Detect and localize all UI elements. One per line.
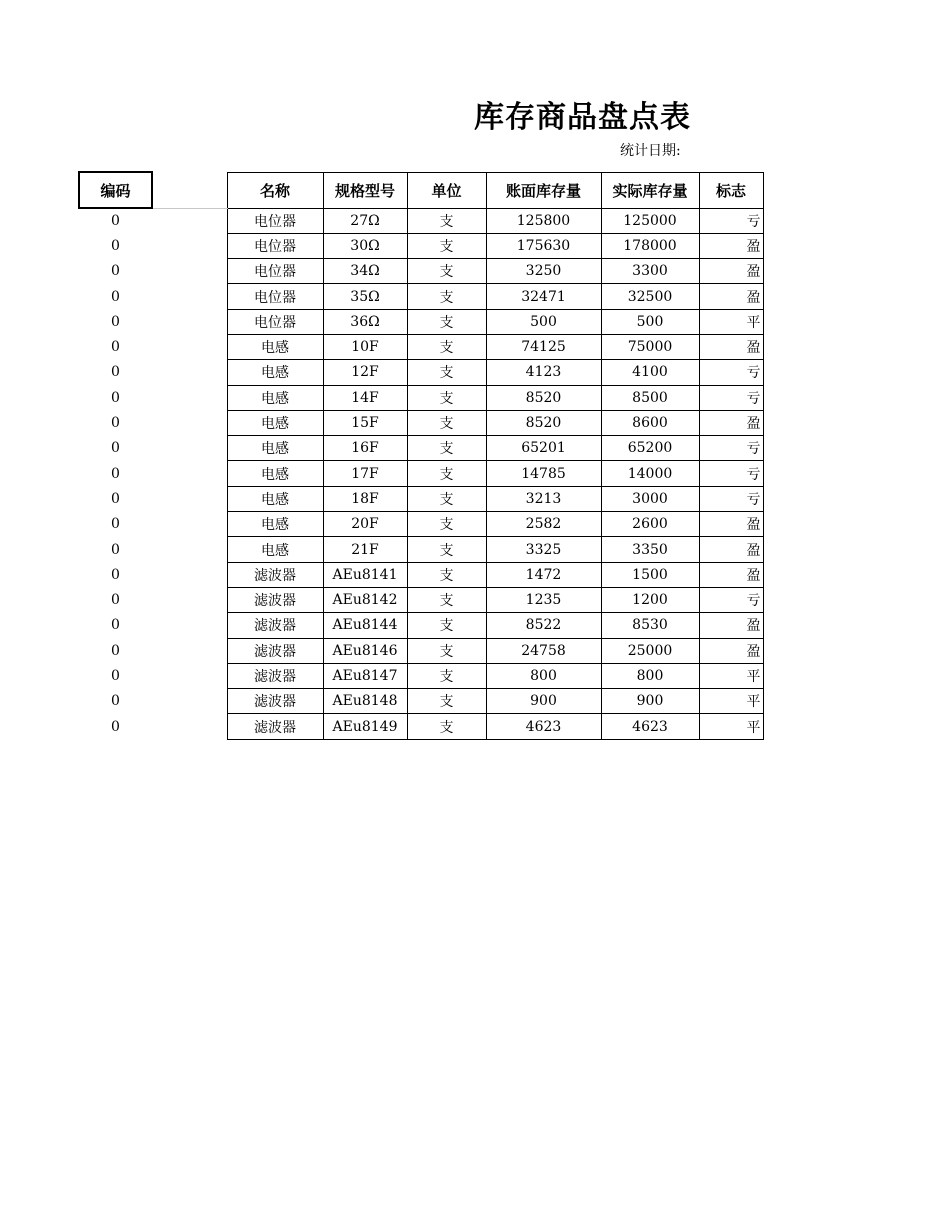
cell-code[interactable]: 0: [111, 313, 120, 330]
table-row: [79, 436, 763, 461]
table-row: [79, 461, 763, 486]
cell-book-qty[interactable]: 1235: [486, 587, 601, 612]
table-row: [79, 537, 763, 562]
cell-name[interactable]: 电感: [227, 360, 323, 385]
cell-name[interactable]: 滤波器: [227, 714, 323, 739]
cell-name[interactable]: 电位器: [227, 259, 323, 284]
cell-book-qty[interactable]: 500: [486, 309, 601, 334]
cell-actual-qty[interactable]: 3350: [601, 537, 699, 562]
cell-name[interactable]: 电感: [227, 436, 323, 461]
cell-name[interactable]: 电感: [227, 461, 323, 486]
cell-unit[interactable]: 支: [407, 208, 486, 233]
cell-empty[interactable]: [152, 385, 227, 410]
cell-code[interactable]: 0: [111, 213, 120, 230]
cell-name[interactable]: 滤波器: [227, 689, 323, 714]
cell-empty[interactable]: [152, 360, 227, 385]
cell-book-qty[interactable]: 8520: [486, 410, 601, 435]
cell-spec[interactable]: 27Ω: [323, 208, 407, 233]
cell-flag[interactable]: 盈: [699, 410, 763, 435]
cell-code[interactable]: 0: [111, 541, 120, 558]
table-row: [79, 309, 763, 334]
cell-spec[interactable]: 12F: [323, 360, 407, 385]
cell-spec[interactable]: 30Ω: [323, 233, 407, 258]
cell-spec[interactable]: 17F: [323, 461, 407, 486]
cell-name[interactable]: 电感: [227, 537, 323, 562]
cell-book-qty[interactable]: 125800: [486, 208, 601, 233]
cell-name[interactable]: 电感: [227, 486, 323, 511]
cell-book-qty[interactable]: 4123: [486, 360, 601, 385]
cell-unit[interactable]: 支: [407, 410, 486, 435]
cell-empty[interactable]: [152, 208, 227, 233]
cell-name[interactable]: 滤波器: [227, 587, 323, 612]
cell-name[interactable]: 电位器: [227, 309, 323, 334]
cell-code[interactable]: 0: [111, 617, 120, 634]
cell-book-qty[interactable]: 3250: [486, 259, 601, 284]
cell-actual-qty[interactable]: 8600: [601, 410, 699, 435]
cell-code[interactable]: 0: [111, 415, 120, 432]
cell-actual-qty[interactable]: 4100: [601, 360, 699, 385]
cell-flag[interactable]: 盈: [699, 512, 763, 537]
cell-flag[interactable]: 盈: [699, 537, 763, 562]
cell-actual-qty[interactable]: 3000: [601, 486, 699, 511]
cell-book-qty[interactable]: 3325: [486, 537, 601, 562]
cell-spec[interactable]: AEu8148: [323, 689, 407, 714]
inventory-table: [78, 171, 764, 740]
table-row: [79, 334, 763, 359]
cell-name[interactable]: 电感: [227, 512, 323, 537]
cell-spec[interactable]: AEu8141: [323, 562, 407, 587]
cell-code[interactable]: 0: [111, 592, 120, 609]
table-row: [79, 587, 763, 612]
header-code-cell[interactable]: 编码: [79, 172, 152, 208]
cell-flag[interactable]: 亏: [699, 486, 763, 511]
cell-flag[interactable]: 亏: [699, 461, 763, 486]
cell-empty[interactable]: [152, 284, 227, 309]
cell-unit[interactable]: 支: [407, 233, 486, 258]
cell-name[interactable]: 滤波器: [227, 638, 323, 663]
header-spec[interactable]: 规格型号: [323, 172, 407, 208]
cell-unit[interactable]: 支: [407, 613, 486, 638]
cell-unit[interactable]: 支: [407, 689, 486, 714]
header-actual-qty[interactable]: 实际库存量: [601, 172, 699, 208]
cell-name[interactable]: 电位器: [227, 208, 323, 233]
cell-book-qty[interactable]: 74125: [486, 334, 601, 359]
cell-flag[interactable]: 盈: [699, 284, 763, 309]
cell-unit[interactable]: 支: [407, 537, 486, 562]
cell-empty[interactable]: [152, 410, 227, 435]
cell-empty[interactable]: [152, 638, 227, 663]
cell-book-qty[interactable]: 800: [486, 663, 601, 688]
cell-unit[interactable]: 支: [407, 512, 486, 537]
cell-flag[interactable]: 平: [699, 689, 763, 714]
cell-actual-qty[interactable]: 8530: [601, 613, 699, 638]
cell-flag[interactable]: 亏: [699, 208, 763, 233]
cell-flag[interactable]: 盈: [699, 562, 763, 587]
cell-spec[interactable]: 10F: [323, 334, 407, 359]
cell-actual-qty[interactable]: 125000: [601, 208, 699, 233]
cell-spec[interactable]: AEu8142: [323, 587, 407, 612]
cell-flag[interactable]: 平: [699, 714, 763, 739]
cell-name[interactable]: 电位器: [227, 233, 323, 258]
cell-code[interactable]: 0: [111, 288, 120, 305]
cell-actual-qty[interactable]: 800: [601, 663, 699, 688]
cell-flag[interactable]: 亏: [699, 360, 763, 385]
table-row: [79, 259, 763, 284]
cell-unit[interactable]: 支: [407, 714, 486, 739]
cell-empty[interactable]: [152, 259, 227, 284]
cell-book-qty[interactable]: 32471: [486, 284, 601, 309]
cell-code[interactable]: 0: [111, 440, 120, 457]
cell-code[interactable]: 0: [111, 490, 120, 507]
table-row: [79, 512, 763, 537]
cell-flag[interactable]: 盈: [699, 259, 763, 284]
table-row: [79, 233, 763, 258]
cell-actual-qty[interactable]: 8500: [601, 385, 699, 410]
header-unit[interactable]: 单位: [407, 172, 486, 208]
header-flag[interactable]: 标志: [699, 172, 763, 208]
cell-spec[interactable]: AEu8147: [323, 663, 407, 688]
cell-unit[interactable]: 支: [407, 284, 486, 309]
table-row: [79, 208, 763, 233]
cell-actual-qty[interactable]: 14000: [601, 461, 699, 486]
cell-spec[interactable]: AEu8144: [323, 613, 407, 638]
cell-actual-qty[interactable]: 1200: [601, 587, 699, 612]
sheet-title: 库存商品盘点表: [474, 100, 691, 135]
cell-spec[interactable]: 21F: [323, 537, 407, 562]
cell-code[interactable]: 0: [111, 263, 120, 280]
table-row: [79, 613, 763, 638]
cell-name[interactable]: 滤波器: [227, 613, 323, 638]
cell-name[interactable]: 滤波器: [227, 562, 323, 587]
cell-actual-qty[interactable]: 4623: [601, 714, 699, 739]
cell-spec[interactable]: 36Ω: [323, 309, 407, 334]
cell-unit[interactable]: 支: [407, 436, 486, 461]
cell-book-qty[interactable]: 1472: [486, 562, 601, 587]
cell-actual-qty[interactable]: 65200: [601, 436, 699, 461]
cell-book-qty[interactable]: 8522: [486, 613, 601, 638]
cell-empty[interactable]: [152, 587, 227, 612]
cell-book-qty[interactable]: 900: [486, 689, 601, 714]
cell-spec[interactable]: 20F: [323, 512, 407, 537]
cell-spec[interactable]: AEu8146: [323, 638, 407, 663]
table-row: [79, 663, 763, 688]
cell-empty[interactable]: [152, 714, 227, 739]
cell-empty[interactable]: [152, 689, 227, 714]
cell-code[interactable]: 0: [111, 516, 120, 533]
cell-spec[interactable]: 15F: [323, 410, 407, 435]
table-row: [79, 562, 763, 587]
cell-actual-qty[interactable]: 1500: [601, 562, 699, 587]
header-row: [79, 172, 763, 208]
cell-flag[interactable]: 盈: [699, 334, 763, 359]
cell-flag[interactable]: 盈: [699, 613, 763, 638]
cell-actual-qty[interactable]: 900: [601, 689, 699, 714]
cell-code[interactable]: 0: [111, 566, 120, 583]
cell-spec[interactable]: 16F: [323, 436, 407, 461]
cell-empty[interactable]: [152, 486, 227, 511]
cell-code[interactable]: 0: [111, 465, 120, 482]
cell-code[interactable]: 0: [111, 718, 120, 735]
cell-book-qty[interactable]: 175630: [486, 233, 601, 258]
cell-code[interactable]: 0: [111, 642, 120, 659]
cell-flag[interactable]: 亏: [699, 436, 763, 461]
cell-empty[interactable]: [152, 663, 227, 688]
cell-book-qty[interactable]: 2582: [486, 512, 601, 537]
table-row: [79, 689, 763, 714]
table-row: [79, 284, 763, 309]
cell-actual-qty[interactable]: 75000: [601, 334, 699, 359]
cell-book-qty[interactable]: 65201: [486, 436, 601, 461]
cell-empty[interactable]: [152, 309, 227, 334]
cell-name[interactable]: 电位器: [227, 284, 323, 309]
cell-book-qty[interactable]: 4623: [486, 714, 601, 739]
cell-code[interactable]: 0: [111, 667, 120, 684]
cell-book-qty[interactable]: 3213: [486, 486, 601, 511]
cell-name[interactable]: 电感: [227, 410, 323, 435]
cell-spec[interactable]: 14F: [323, 385, 407, 410]
header-book-qty[interactable]: 账面库存量: [486, 172, 601, 208]
header-name[interactable]: 名称: [227, 172, 323, 208]
table-row: [79, 410, 763, 435]
cell-empty[interactable]: [152, 562, 227, 587]
cell-spec[interactable]: 18F: [323, 486, 407, 511]
cell-name[interactable]: 滤波器: [227, 663, 323, 688]
table-row: [79, 714, 763, 739]
cell-flag[interactable]: 平: [699, 663, 763, 688]
cell-unit[interactable]: 支: [407, 334, 486, 359]
cell-actual-qty[interactable]: 2600: [601, 512, 699, 537]
stat-date-label: 统计日期:: [620, 143, 681, 159]
cell-actual-qty[interactable]: 500: [601, 309, 699, 334]
cell-book-qty[interactable]: 8520: [486, 385, 601, 410]
cell-empty[interactable]: [152, 613, 227, 638]
cell-unit[interactable]: 支: [407, 562, 486, 587]
cell-code[interactable]: 0: [111, 693, 120, 710]
cell-unit[interactable]: 支: [407, 486, 486, 511]
cell-flag[interactable]: 亏: [699, 385, 763, 410]
cell-empty[interactable]: [152, 334, 227, 359]
cell-unit[interactable]: 支: [407, 259, 486, 284]
cell-empty[interactable]: [152, 233, 227, 258]
cell-actual-qty[interactable]: 25000: [601, 638, 699, 663]
cell-spec[interactable]: 34Ω: [323, 259, 407, 284]
cell-empty[interactable]: [152, 512, 227, 537]
cell-unit[interactable]: 支: [407, 638, 486, 663]
cell-unit[interactable]: 支: [407, 587, 486, 612]
table-row: [79, 360, 763, 385]
cell-actual-qty[interactable]: 178000: [601, 233, 699, 258]
cell-code[interactable]: 0: [111, 339, 120, 356]
cell-unit[interactable]: 支: [407, 461, 486, 486]
cell-name[interactable]: 电感: [227, 385, 323, 410]
cell-code[interactable]: 0: [111, 364, 120, 381]
cell-book-qty[interactable]: 24758: [486, 638, 601, 663]
cell-name[interactable]: 电感: [227, 334, 323, 359]
table-row: [79, 385, 763, 410]
cell-empty[interactable]: [152, 537, 227, 562]
cell-empty[interactable]: [152, 461, 227, 486]
table-row: [79, 638, 763, 663]
cell-flag[interactable]: 平: [699, 309, 763, 334]
cell-spec[interactable]: AEu8149: [323, 714, 407, 739]
cell-spec[interactable]: 35Ω: [323, 284, 407, 309]
cell-code[interactable]: 0: [111, 389, 120, 406]
cell-code[interactable]: 0: [111, 237, 120, 254]
cell-flag[interactable]: 盈: [699, 638, 763, 663]
cell-book-qty[interactable]: 14785: [486, 461, 601, 486]
cell-unit[interactable]: 支: [407, 360, 486, 385]
cell-flag[interactable]: 亏: [699, 587, 763, 612]
cell-unit[interactable]: 支: [407, 309, 486, 334]
cell-actual-qty[interactable]: 3300: [601, 259, 699, 284]
cell-unit[interactable]: 支: [407, 385, 486, 410]
table-row: [79, 486, 763, 511]
header-empty-cell[interactable]: [152, 172, 227, 208]
cell-flag[interactable]: 盈: [699, 233, 763, 258]
cell-empty[interactable]: [152, 436, 227, 461]
cell-actual-qty[interactable]: 32500: [601, 284, 699, 309]
cell-unit[interactable]: 支: [407, 663, 486, 688]
